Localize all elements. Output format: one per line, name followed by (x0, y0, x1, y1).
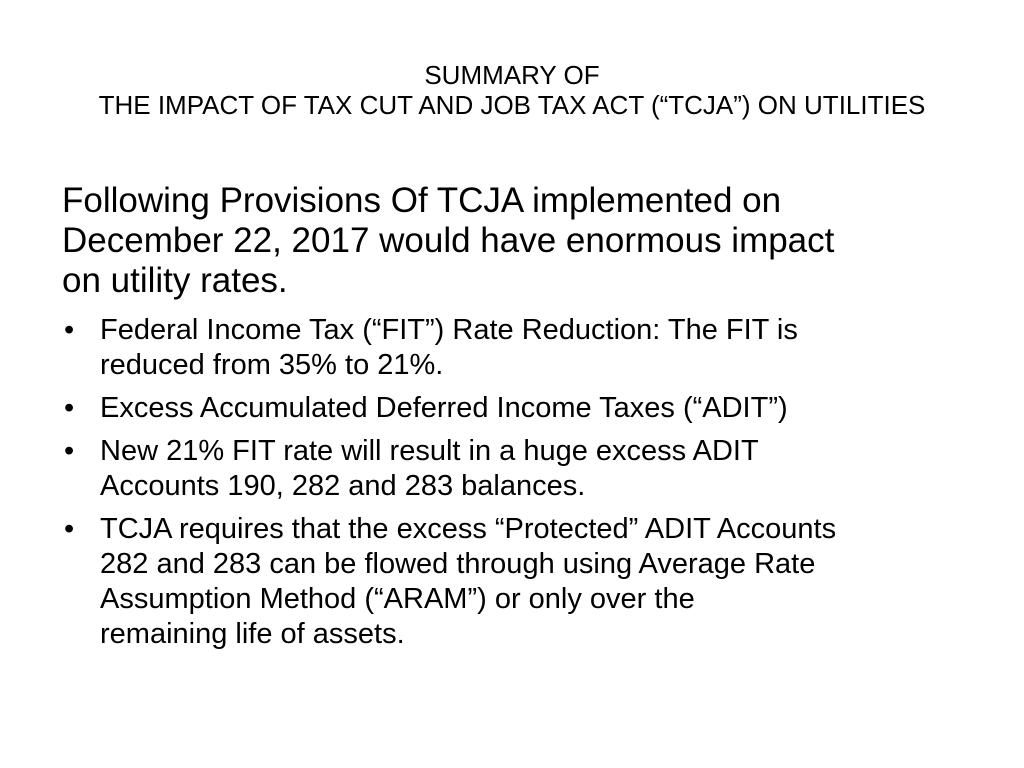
bullet-line: Excess Accumulated Deferred Income Taxes (“ADIT”) (100, 392, 788, 424)
intro-line: on utility rates. (62, 261, 288, 300)
bullet-item-fit-rate-reduction (62, 313, 982, 383)
bullet-item-excess-adit (62, 391, 982, 426)
bullet-line: New 21% FIT rate will result in a huge excess ADIT (100, 435, 759, 467)
slide-title (40, 60, 984, 120)
intro-paragraph (62, 181, 962, 301)
bullet-line: Federal Income Tax (“FIT”) Rate Reduction: The FIT is (100, 314, 798, 346)
bullet-line: reduced from 35% to 21%. (100, 349, 444, 381)
bullet-icon: • (64, 392, 75, 424)
intro-line: Following Provisions Of TCJA implemented on (62, 181, 782, 220)
bullet-icon: • (64, 513, 75, 545)
bullet-line: Accounts 190, 282 and 283 balances. (100, 470, 586, 502)
bullet-icon: • (64, 314, 75, 346)
title-line-1: SUMMARY OF (424, 60, 600, 90)
bullet-list (62, 313, 982, 660)
bullet-item-protected-adit (62, 512, 982, 652)
bullet-line: TCJA requires that the excess “Protected” ADIT Accounts (100, 513, 837, 545)
bullet-line: remaining life of assets. (100, 618, 405, 650)
bullet-line: Assumption Method (“ARAM”) or only over the (100, 583, 695, 615)
intro-line: December 22, 2017 would have enormous impact (62, 221, 835, 260)
bullet-line: 282 and 283 can be flowed through using Average Rate (100, 548, 816, 580)
bullet-icon: • (64, 435, 75, 467)
bullet-item-new-fit-rate (62, 434, 982, 504)
title-line-2: THE IMPACT OF TAX CUT AND JOB TAX ACT (“TCJA”) ON UTILITIES (98, 90, 926, 120)
